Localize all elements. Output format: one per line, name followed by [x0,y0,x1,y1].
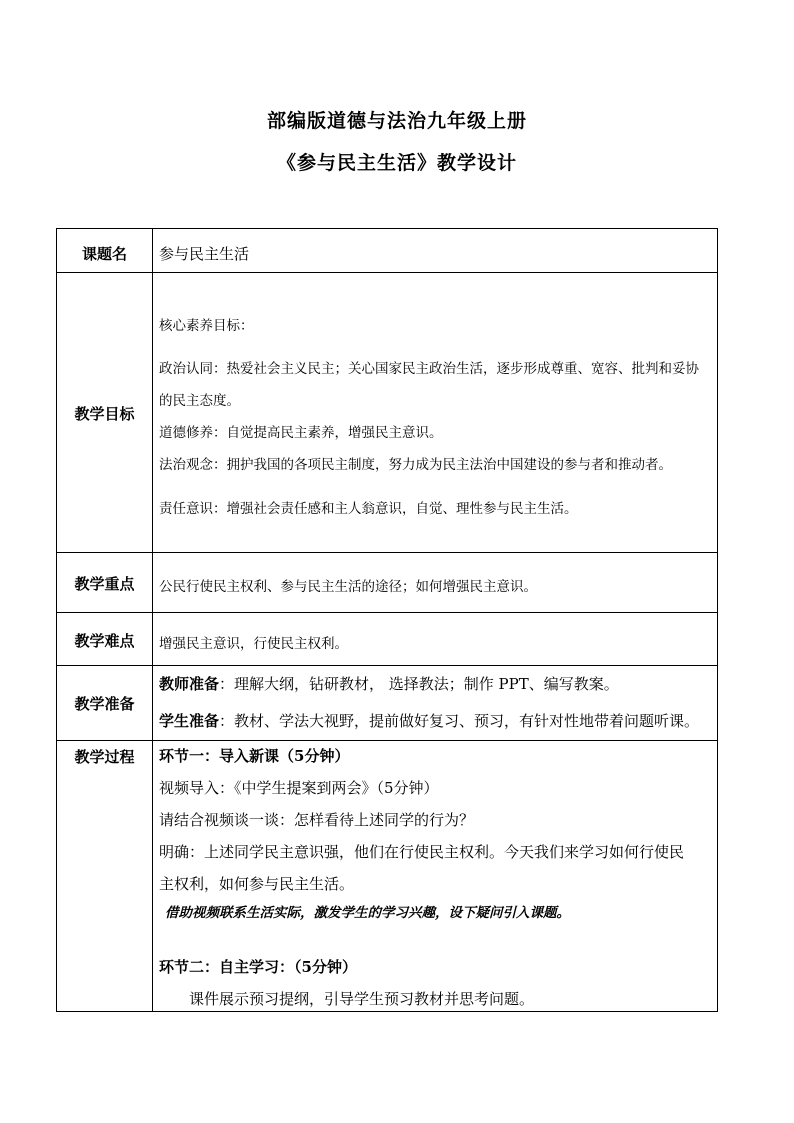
teacher-prep [159,673,619,694]
topic-label: 课题名 [81,245,127,263]
difficulties-label: 教学难点 [74,632,135,650]
goals-label: 教学目标 [74,405,135,423]
column-divider [152,229,153,1011]
teacher-prep-label: 教师准备 [159,675,220,693]
student-prep-label: 学生准备 [159,712,220,730]
goals-moral: 道德修养：自觉提高民主素养，增强民主意识。 [159,425,443,441]
goals-heading: 核心素养目标： [159,318,254,334]
difficulties-value: 增强民主意识，行使民主权利。 [159,636,348,652]
row-divider [57,612,717,613]
goals-responsibility: 责任意识：增强社会责任感和主人翁意识，自觉、理性参与民主生活。 [159,501,578,517]
document-subtitle: 《参与民主生活》教学设计 [276,152,517,174]
row-divider [57,740,717,741]
lesson-plan-table [56,228,718,1012]
process-note: 借助视频联系生活实际，激发学生的学习兴趣，设下疑问引入课题。 [165,905,570,921]
teacher-prep-text: ：理解大纲，钻研教材， 选择教法；制作 PPT、编写教案。 [219,675,619,693]
process-step1-title: 环节一：导入新课（5分钟） [159,747,350,765]
goals-political-line1: 政治认同：热爱社会主义民主；关心国家民主政治生活，逐步形成尊重、宽容、批判和妥协 [159,361,699,377]
key-points-value: 公民行使民主权利、参与民主生活的途径；如何增强民主意识。 [159,579,537,595]
goals-law: 法治观念：拥护我国的各项民主制度，努力成为民主法治中国建设的参与者和推动者。 [159,457,672,473]
row-divider [57,272,717,273]
student-prep-text: ：教材、学法大视野，提前做好复习、预习，有针对性地带着问题听课。 [219,712,700,730]
student-prep [159,710,699,731]
row-divider [57,665,717,666]
process-label: 教学过程 [74,748,135,766]
preparation-label: 教学准备 [74,695,135,713]
process-step2-title: 环节二：自主学习：（5分钟） [159,958,357,976]
document-title: 部编版道德与法治九年级上册 [266,110,527,132]
process-line1: 视频导入：《中学生提案到两会》（5分钟） [159,779,439,797]
process-line3: 明确：上述同学民主意识强，他们在行使民主权利。今天我们来学习如何行使民 [159,843,685,861]
process-line2: 请结合视频谈一谈：怎样看待上述同学的行为？ [159,811,475,829]
goals-political-line2: 的民主态度。 [159,393,240,409]
process-line5: 课件展示预习提纲，引导学生预习教材并思考问题。 [189,990,535,1008]
key-points-label: 教学重点 [74,575,135,593]
process-line4: 主权利，如何参与民主生活。 [159,875,355,893]
topic-value: 参与民主生活 [159,245,250,263]
row-divider [57,552,717,553]
